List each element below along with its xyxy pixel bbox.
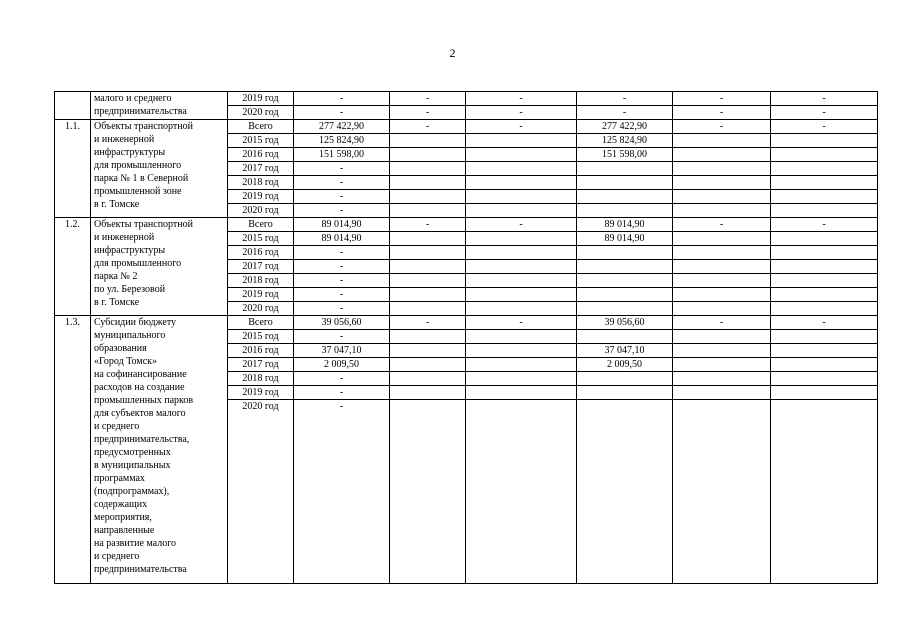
value-cell (673, 302, 771, 316)
value-cell (390, 176, 466, 190)
value-cell (390, 372, 466, 386)
value-cell: 151 598,00 (294, 148, 390, 162)
value-cell (466, 386, 577, 400)
value-cell (390, 260, 466, 274)
year-cell: 2015 год (228, 232, 294, 246)
value-cell (466, 260, 577, 274)
value-cell (771, 274, 878, 288)
value-cell: 39 056,60 (294, 316, 390, 330)
value-cell (577, 162, 673, 176)
value-cell: - (466, 120, 577, 134)
value-cell: - (294, 400, 390, 584)
value-cell (390, 330, 466, 344)
table-row (55, 120, 878, 134)
value-cell (390, 358, 466, 372)
value-cell: - (673, 316, 771, 330)
value-cell: - (294, 260, 390, 274)
value-cell: - (771, 218, 878, 232)
year-cell: Всего (228, 218, 294, 232)
value-cell (390, 400, 466, 584)
value-cell (771, 372, 878, 386)
value-cell: 151 598,00 (577, 148, 673, 162)
value-cell (577, 260, 673, 274)
value-cell: - (466, 106, 577, 120)
value-cell (466, 204, 577, 218)
value-cell: - (294, 190, 390, 204)
value-cell (577, 176, 673, 190)
value-cell (466, 274, 577, 288)
value-cell: 2 009,50 (577, 358, 673, 372)
value-cell: 39 056,60 (577, 316, 673, 330)
value-cell (771, 134, 878, 148)
value-cell (577, 288, 673, 302)
value-cell (771, 148, 878, 162)
value-cell (390, 302, 466, 316)
table-row (55, 218, 878, 232)
value-cell (771, 288, 878, 302)
value-cell (673, 400, 771, 584)
value-cell: - (673, 218, 771, 232)
value-cell (673, 246, 771, 260)
table-body (55, 92, 878, 584)
value-cell (771, 386, 878, 400)
value-cell (466, 330, 577, 344)
value-cell (673, 176, 771, 190)
year-cell: 2017 год (228, 162, 294, 176)
year-cell: 2019 год (228, 190, 294, 204)
value-cell (466, 400, 577, 584)
value-cell (466, 176, 577, 190)
value-cell: - (294, 330, 390, 344)
year-cell: 2017 год (228, 358, 294, 372)
value-cell: 89 014,90 (577, 218, 673, 232)
value-cell (771, 344, 878, 358)
value-cell: 37 047,10 (577, 344, 673, 358)
value-cell (466, 134, 577, 148)
value-cell: - (294, 246, 390, 260)
value-cell: - (771, 106, 878, 120)
value-cell (466, 288, 577, 302)
year-cell: Всего (228, 316, 294, 330)
value-cell (577, 204, 673, 218)
value-cell: - (771, 92, 878, 106)
value-cell: - (294, 176, 390, 190)
value-cell (390, 190, 466, 204)
value-cell: - (294, 92, 390, 106)
value-cell (390, 386, 466, 400)
value-cell (577, 302, 673, 316)
value-cell (390, 148, 466, 162)
value-cell (673, 232, 771, 246)
value-cell: - (466, 316, 577, 330)
year-cell: 2019 год (228, 288, 294, 302)
value-cell: - (577, 92, 673, 106)
year-cell: 2016 год (228, 148, 294, 162)
item-name: малого и среднего предпринимательства (91, 92, 228, 120)
value-cell: - (673, 120, 771, 134)
year-cell: 2018 год (228, 176, 294, 190)
item-name: Субсидии бюджету муниципального образования «Город Томск» на софинансирование расходов на создание промышленных парков для субъектов малого и среднего предпринимательства, предусмотренных в муниципальных программах (подпрограммах), содержащих мероприятия, направленные на развитие малого и среднего предпринимательства (91, 316, 228, 584)
row-number (55, 92, 91, 120)
value-cell: - (673, 106, 771, 120)
value-cell: - (771, 316, 878, 330)
year-cell: 2020 год (228, 106, 294, 120)
value-cell (771, 162, 878, 176)
year-cell: 2017 год (228, 260, 294, 274)
value-cell (466, 246, 577, 260)
year-cell: 2015 год (228, 134, 294, 148)
value-cell: - (294, 204, 390, 218)
value-cell (771, 330, 878, 344)
value-cell (771, 400, 878, 584)
value-cell: - (390, 316, 466, 330)
value-cell (771, 232, 878, 246)
value-cell (673, 148, 771, 162)
value-cell (673, 288, 771, 302)
year-cell: Всего (228, 120, 294, 134)
year-cell: 2018 год (228, 274, 294, 288)
value-cell: 125 824,90 (294, 134, 390, 148)
value-cell (390, 344, 466, 358)
value-cell (771, 260, 878, 274)
value-cell (673, 358, 771, 372)
value-cell (673, 330, 771, 344)
value-cell: - (294, 162, 390, 176)
value-cell (466, 344, 577, 358)
value-cell (466, 232, 577, 246)
value-cell (771, 246, 878, 260)
value-cell: 125 824,90 (577, 134, 673, 148)
value-cell (390, 134, 466, 148)
value-cell: - (294, 372, 390, 386)
value-cell (673, 260, 771, 274)
table-row (55, 316, 878, 330)
value-cell (466, 148, 577, 162)
value-cell (577, 372, 673, 386)
value-cell (577, 400, 673, 584)
value-cell: 89 014,90 (294, 218, 390, 232)
value-cell: - (294, 288, 390, 302)
value-cell: - (466, 92, 577, 106)
value-cell (673, 204, 771, 218)
page-number: 2 (449, 46, 456, 60)
value-cell: - (466, 218, 577, 232)
row-number: 1.3. (55, 316, 91, 584)
row-number: 1.2. (55, 218, 91, 316)
table-row (55, 92, 878, 106)
value-cell (466, 372, 577, 386)
year-cell: 2016 год (228, 344, 294, 358)
year-cell: 2019 год (228, 92, 294, 106)
value-cell: - (390, 92, 466, 106)
value-cell: - (294, 386, 390, 400)
value-cell (771, 176, 878, 190)
value-cell: 89 014,90 (577, 232, 673, 246)
value-cell: 89 014,90 (294, 232, 390, 246)
value-cell: - (294, 274, 390, 288)
value-cell: 37 047,10 (294, 344, 390, 358)
year-cell: 2020 год (228, 400, 294, 584)
value-cell: 277 422,90 (294, 120, 390, 134)
value-cell (577, 386, 673, 400)
value-cell (390, 246, 466, 260)
value-cell (390, 204, 466, 218)
value-cell: - (294, 302, 390, 316)
value-cell: - (673, 92, 771, 106)
year-cell: 2016 год (228, 246, 294, 260)
value-cell: - (390, 106, 466, 120)
value-cell: 277 422,90 (577, 120, 673, 134)
value-cell: 2 009,50 (294, 358, 390, 372)
value-cell (771, 204, 878, 218)
year-cell: 2019 год (228, 386, 294, 400)
value-cell (466, 162, 577, 176)
value-cell (771, 190, 878, 204)
year-cell: 2018 год (228, 372, 294, 386)
year-cell: 2020 год (228, 204, 294, 218)
value-cell (390, 232, 466, 246)
value-cell (673, 134, 771, 148)
value-cell (673, 344, 771, 358)
value-cell: - (294, 106, 390, 120)
value-cell (673, 162, 771, 176)
item-name: Объекты транспортной и инженерной инфраструктуры для промышленного парка № 1 в Северной промышленной зоне в г. Томске (91, 120, 228, 218)
value-cell (390, 162, 466, 176)
value-cell (771, 358, 878, 372)
value-cell (466, 358, 577, 372)
value-cell (577, 274, 673, 288)
row-number: 1.1. (55, 120, 91, 218)
value-cell (466, 302, 577, 316)
value-cell (673, 190, 771, 204)
value-cell (771, 302, 878, 316)
value-cell: - (390, 218, 466, 232)
value-cell (673, 386, 771, 400)
value-cell (673, 372, 771, 386)
value-cell: - (577, 106, 673, 120)
value-cell (577, 190, 673, 204)
value-cell (390, 274, 466, 288)
year-cell: 2020 год (228, 302, 294, 316)
value-cell (466, 190, 577, 204)
value-cell (390, 288, 466, 302)
year-cell: 2015 год (228, 330, 294, 344)
item-name: Объекты транспортной и инженерной инфраструктуры для промышленного парка № 2 по ул. Березовой в г. Томске (91, 218, 228, 316)
value-cell (673, 274, 771, 288)
value-cell: - (771, 120, 878, 134)
value-cell (577, 330, 673, 344)
value-cell: - (390, 120, 466, 134)
financing-table (54, 91, 878, 584)
value-cell (577, 246, 673, 260)
